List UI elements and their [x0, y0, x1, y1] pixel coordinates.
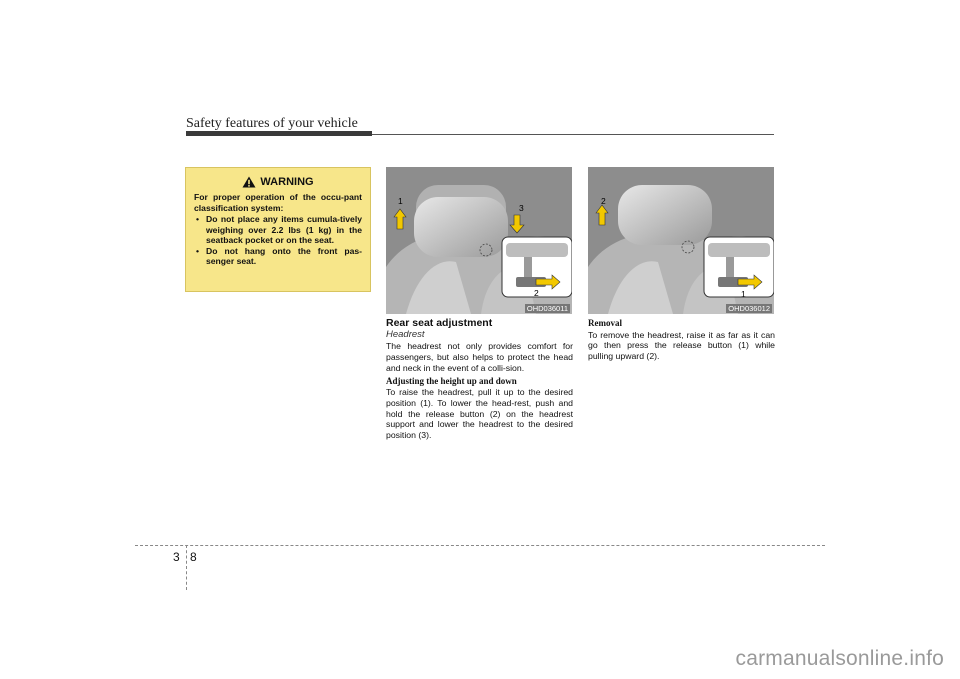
figure-code: OHD036011 [526, 304, 568, 313]
warning-bullet: • Do not hang onto the front pas-senger seat. [194, 246, 362, 267]
removal-heading: Removal [588, 318, 622, 328]
rear-seat-section [386, 318, 573, 441]
headrest-removal-illustration [588, 167, 774, 314]
removal-section [588, 318, 775, 362]
header-rule [372, 134, 774, 135]
warning-triangle-icon [242, 176, 256, 188]
warning-intro: For proper operation of the occu-pant classification system: [194, 192, 362, 213]
page-number: 8 [190, 550, 197, 564]
removal-text: To remove the headrest, raise it as far as it can go then press the release button (1) while pulling upward (2). [588, 329, 775, 362]
callout-label: 1 [741, 289, 746, 299]
adjust-heading: Adjusting the height up and down [386, 375, 517, 386]
callout-label: 1 [398, 196, 403, 206]
footer-divider [186, 545, 187, 590]
warning-list [194, 214, 362, 267]
callout-label: 2 [534, 288, 539, 298]
figure-code: OHD036012 [728, 304, 770, 313]
callout-label: 2 [601, 196, 606, 206]
headrest-intro: The headrest not only provides comfort for passengers, but also helps to protect the head and neck in the event of a colli-sion. [386, 341, 573, 373]
warning-title: WARNING [260, 176, 314, 188]
header-bar [186, 131, 372, 136]
warning-box [185, 167, 371, 292]
chapter-number: 3 [173, 550, 180, 564]
headrest-adjust-figure [386, 167, 572, 314]
section-title: Safety features of your vehicle [186, 116, 358, 131]
adjust-text: To raise the headrest, pull it up to the desired position (1). To lower the head-rest, push and hold the release button (2) on the headrest support and lower the headrest to the desired position (3). [386, 387, 573, 441]
headrest-removal-figure [588, 167, 774, 314]
rear-seat-title: Rear seat adjustment [386, 317, 493, 329]
callout-label: 3 [519, 203, 524, 213]
warning-bullet: • Do not place any items cumula-tively weighing over 2.2 lbs (1 kg) in the seatback pocket or on the seat. [194, 214, 362, 246]
watermark: carmanualsonline.info [735, 647, 944, 670]
footer-rule [135, 545, 825, 546]
warning-heading [194, 176, 362, 188]
headrest-adjust-illustration [386, 167, 572, 314]
headrest-subtitle: Headrest [386, 328, 425, 340]
